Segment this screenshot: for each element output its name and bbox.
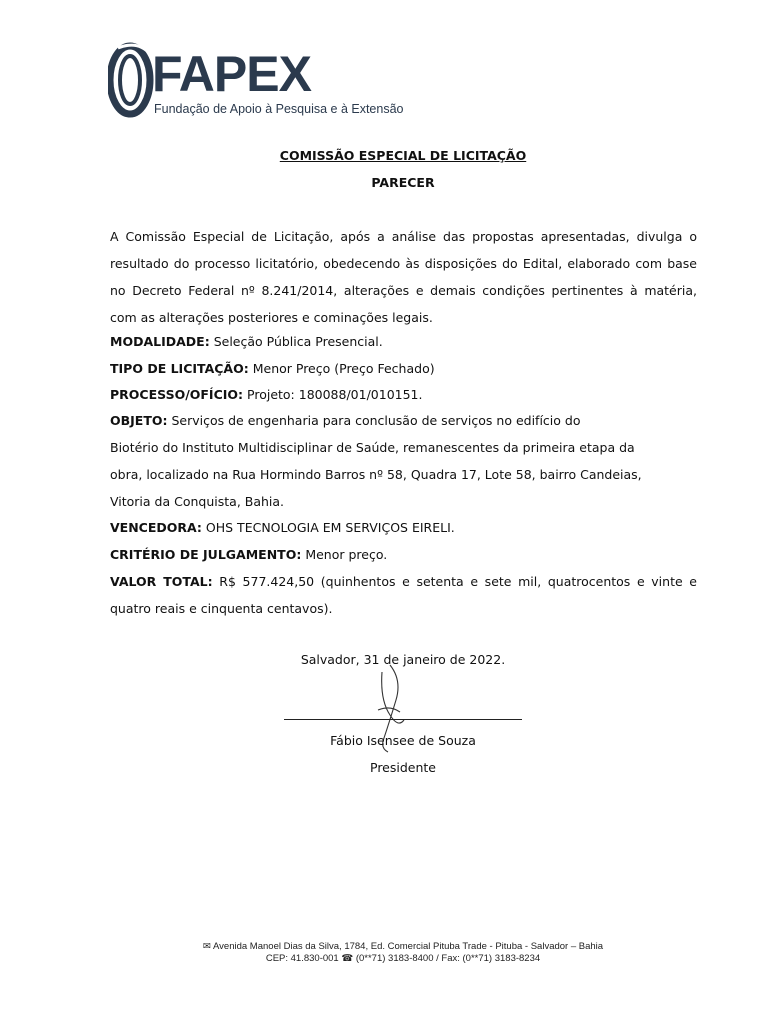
document-subtitle: PARECER: [371, 175, 435, 190]
objeto-line: obra, localizado na Rua Hormindo Barros nº 58, Quadra 17, Lote 58, bairro Candeias,: [110, 467, 642, 482]
objeto-line: [110, 407, 697, 434]
footer-contact-line: [0, 953, 770, 965]
document-title: COMISSÃO ESPECIAL DE LICITAÇÃO: [279, 148, 527, 163]
field-processo: [110, 381, 697, 408]
intro-paragraph: A Comissão Especial de Licitação, após a análise das propostas apresentadas, divulga o resultado do processo licitatório, obedecendo às disposições do Edital, elaborado com base no Decreto Federal nº 8.241/2014, alterações e demais condições pertinentes à matéria, com as alterações posteriores e cominações legais.: [110, 229, 697, 325]
field-label: OBJETO:: [110, 413, 168, 428]
field-valor-total: [110, 568, 697, 622]
footer-cep: CEP: 41.830-001: [265, 953, 339, 964]
field-label: PROCESSO/OFÍCIO:: [110, 387, 244, 402]
logo-tagline: Fundação de Apoio à Pesquisa e à Extensão: [154, 102, 404, 116]
field-value: R$ 577.424,50 (quinhentos e setenta e sete mil, quatrocentos e vinte e quatro reais e cinquenta centavos).: [110, 574, 697, 616]
footer-address: Avenida Manoel Dias da Silva, 1784, Ed. Comercial Pituba Trade - Pituba - Salvador – Bahia: [213, 941, 604, 952]
field-label: VALOR TOTAL:: [110, 574, 213, 589]
field-label: VENCEDORA:: [110, 520, 202, 535]
field-value: Menor Preço (Preço Fechado): [252, 361, 435, 376]
signature-line: [284, 719, 522, 720]
page-footer: [0, 941, 770, 965]
footer-address-line: [0, 941, 770, 953]
field-label: MODALIDADE:: [110, 334, 210, 349]
document-body: [110, 0, 697, 1024]
phone-icon: ☎: [341, 953, 354, 964]
field-value: Menor preço.: [305, 547, 388, 562]
field-modalidade: [110, 328, 697, 355]
signatory-role: Presidente: [370, 760, 436, 775]
field-vencedora: [110, 514, 697, 541]
field-value: OHS TECNOLOGIA EM SERVIÇOS EIRELI.: [205, 520, 455, 535]
field-value: Seleção Pública Presencial.: [213, 334, 383, 349]
field-objeto: [110, 407, 697, 515]
field-value: Serviços de engenharia para conclusão de serviços no edifício do: [171, 413, 581, 428]
signature-date: Salvador, 31 de janeiro de 2022.: [300, 652, 506, 667]
field-value: Projeto: 180088/01/010151.: [247, 387, 423, 402]
logo-wordmark: FAPEX: [152, 46, 311, 102]
field-tipo-licitacao: [110, 355, 697, 382]
footer-phone: (0**71) 3183-8400 / Fax: (0**71) 3183-8234: [355, 953, 541, 964]
objeto-line: Vitoria da Conquista, Bahia.: [110, 494, 285, 509]
field-criterio: [110, 541, 697, 568]
field-label: TIPO DE LICITAÇÃO:: [110, 361, 249, 376]
envelope-icon: ✉: [202, 941, 211, 952]
objeto-line: Biotério do Instituto Multidisciplinar de Saúde, remanescentes da primeira etapa da: [110, 440, 635, 455]
signatory-name: Fábio Isensee de Souza: [330, 733, 476, 748]
field-label: CRITÉRIO DE JULGAMENTO:: [110, 547, 302, 562]
